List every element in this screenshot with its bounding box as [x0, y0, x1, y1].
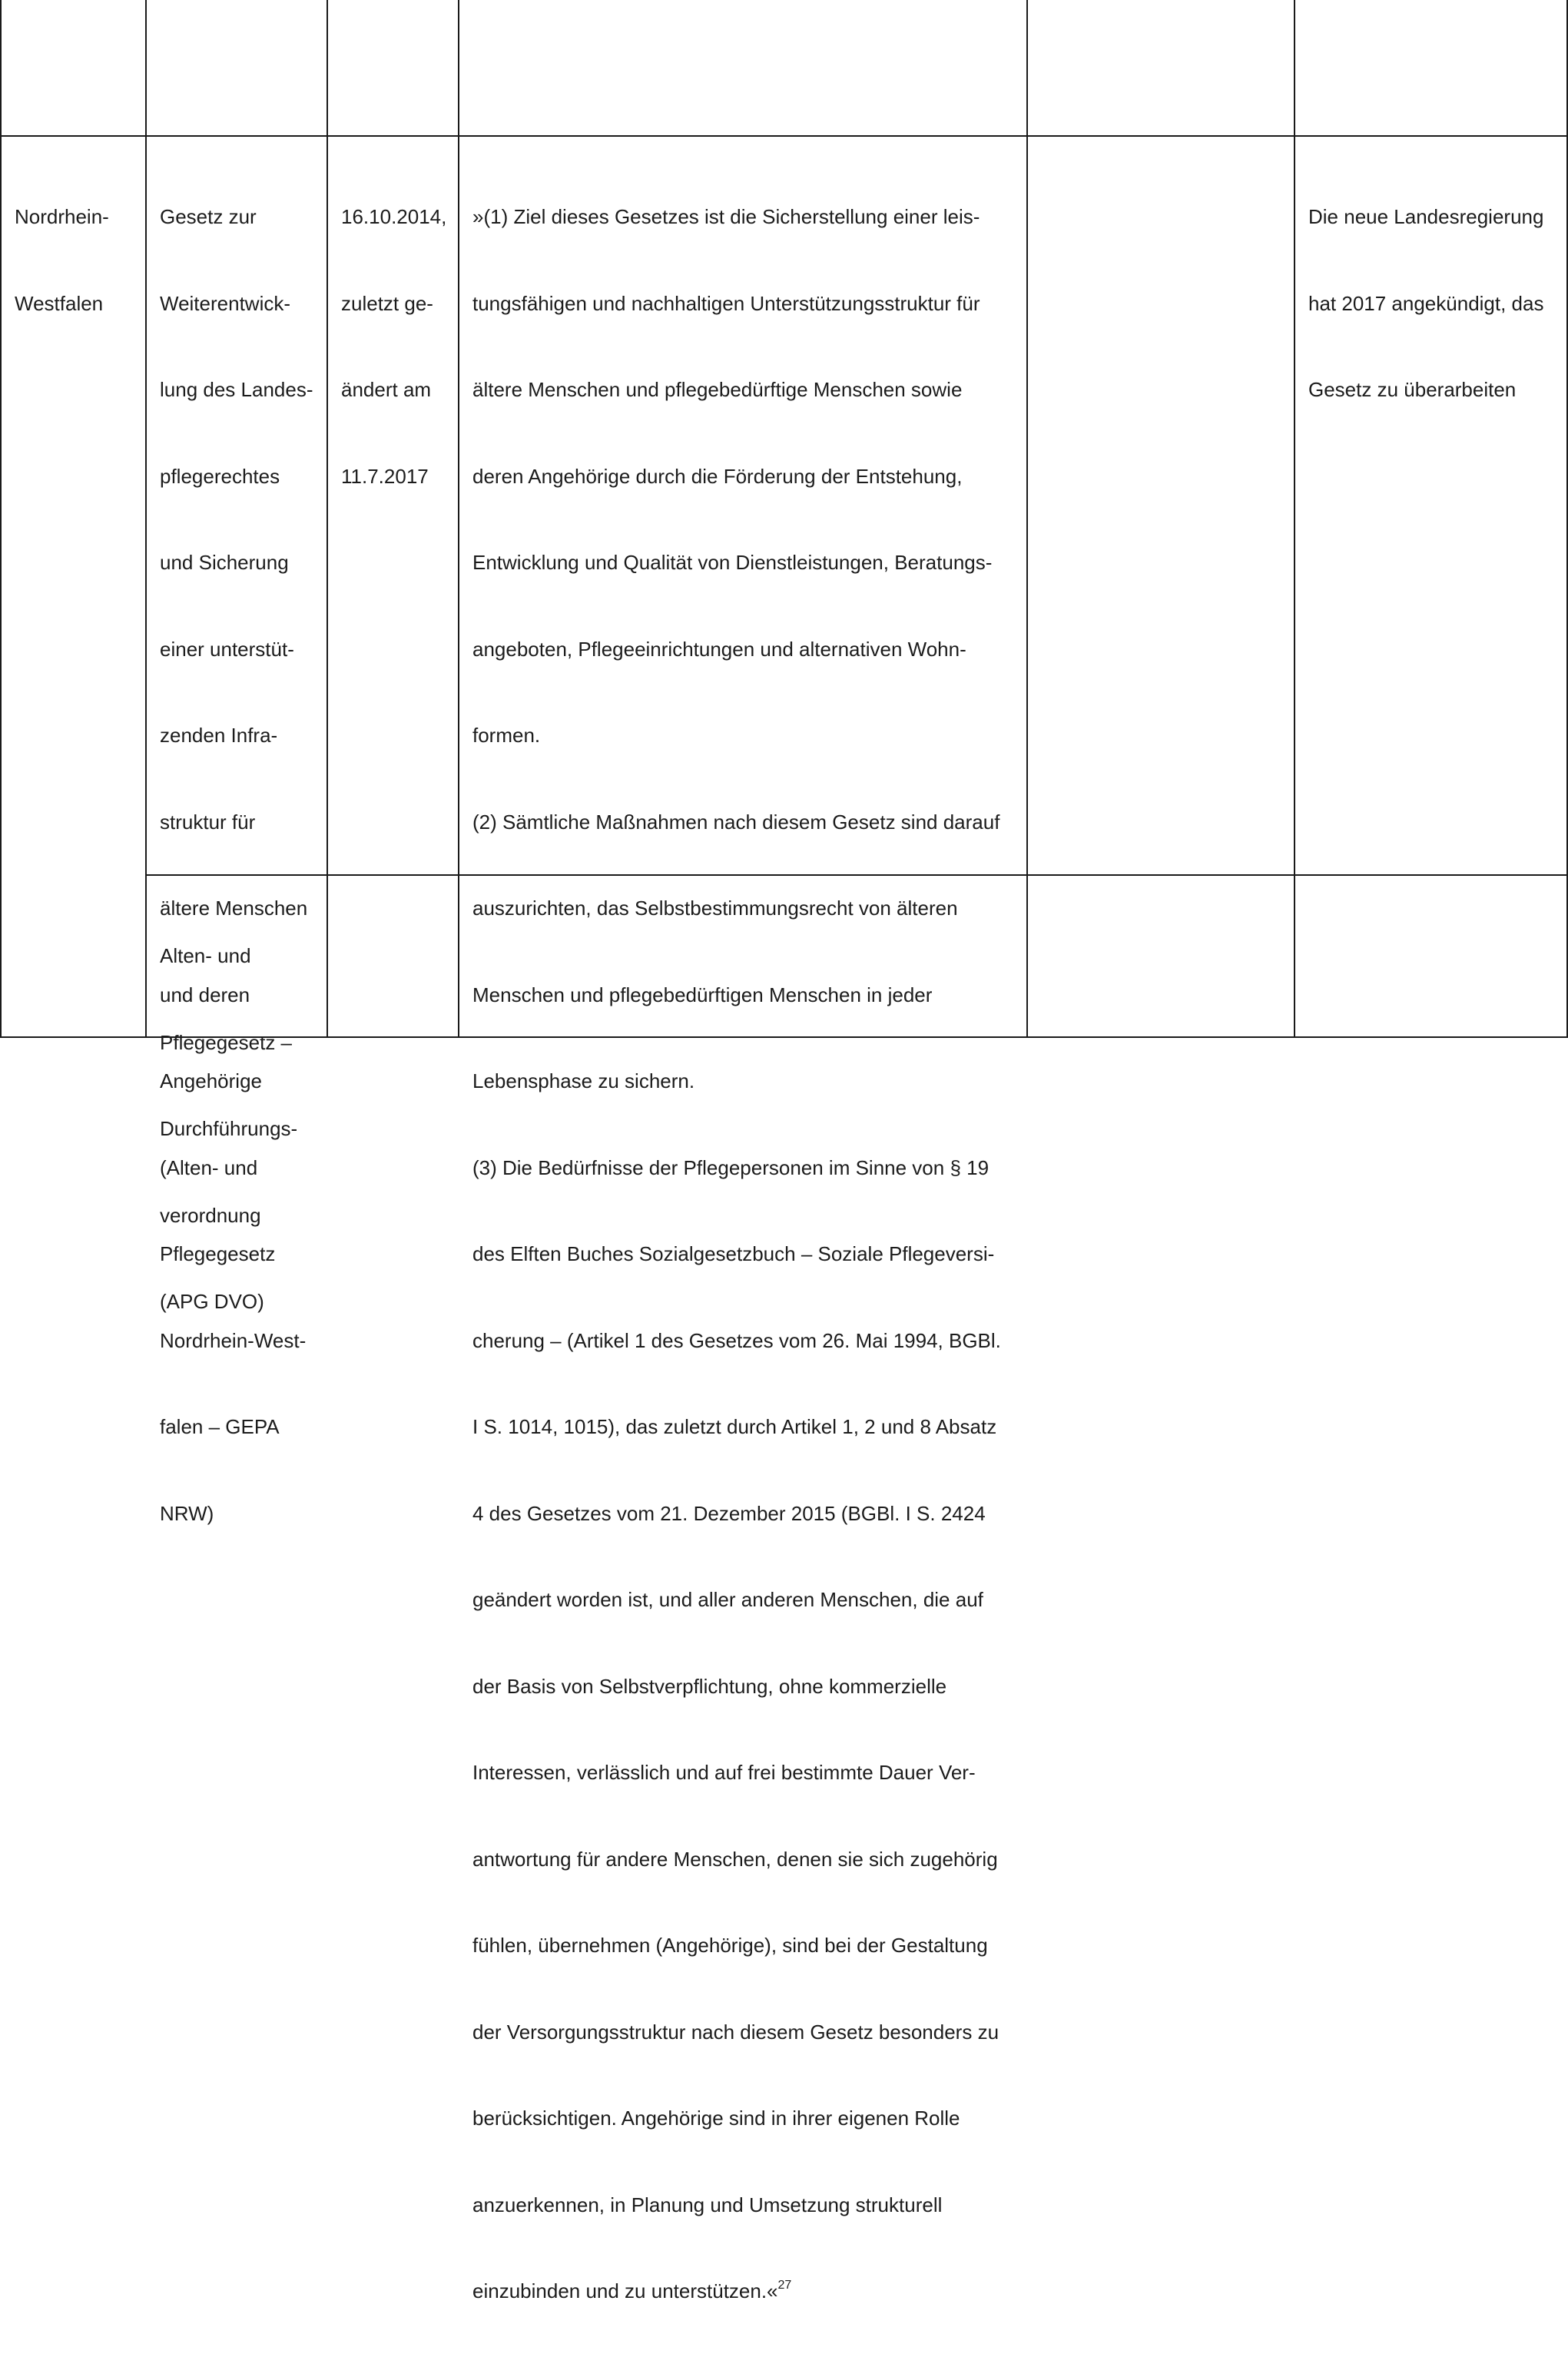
- text-line: Pflegegesetz: [160, 1242, 276, 1265]
- column-rule: [1294, 0, 1295, 1038]
- text-line: Pflegegesetz –: [160, 1030, 293, 1054]
- text-line: Interessen, verlässlich und auf frei bestimmte Dauer Ver-: [472, 1761, 976, 1784]
- text-line: Durchführungs-: [160, 1117, 298, 1140]
- text-line: cherung – (Artikel 1 des Gesetzes vom 26. Mai 1994, BGBl.: [472, 1328, 1001, 1352]
- text-line: anzuerkennen, in Planung und Umsetzung strukturell: [472, 2193, 943, 2216]
- text-line: [472, 2277, 1001, 2309]
- remark-cell: [1308, 145, 1543, 462]
- text-line: falen – GEPA: [160, 1415, 280, 1438]
- text-line: hat 2017 angekündigt, das: [1308, 291, 1544, 315]
- text-line: (Alten- und: [160, 1155, 258, 1179]
- text-line: fühlen, übernehmen (Angehörige), sind bei der Gestaltung: [472, 1934, 988, 1957]
- text-line: Nordrhein-: [15, 205, 109, 228]
- text-line: lung des Landes-: [160, 378, 313, 401]
- text-line: der Versorgungsstruktur nach diesem Gesetz besonders zu: [472, 2020, 999, 2044]
- text-line: NRW): [160, 1501, 214, 1525]
- text-line: ältere Menschen und pflegebedürftige Menschen sowie: [472, 378, 963, 401]
- text-line: auszurichten, das Selbstbestimmungsrecht von älteren: [472, 897, 958, 920]
- text-line: Westfalen: [15, 291, 104, 315]
- text-line: zuletzt ge-: [341, 291, 433, 315]
- text-line: 11.7.2017: [341, 464, 429, 488]
- text-line: »(1) Ziel dieses Gesetzes ist die Sicherstellung einer leis-: [472, 205, 980, 228]
- text-line: zenden Infra-: [160, 724, 278, 747]
- text-line: Lebensphase zu sichern.: [472, 1069, 695, 1092]
- text-line: (3) Die Bedürfnisse der Pflegepersonen im Sinne von § 19: [472, 1155, 990, 1179]
- row-rule: [0, 135, 1568, 137]
- law-title-cell: [160, 884, 297, 1374]
- text-line: einer unterstüt-: [160, 637, 294, 661]
- text-line: Die neue Landesregierung: [1308, 205, 1544, 228]
- text-line: (APG DVO): [160, 1290, 264, 1313]
- text-line: pflegerechtes: [160, 464, 280, 488]
- text-line: ändert am: [341, 378, 432, 401]
- column-rule: [458, 0, 459, 1038]
- column-rule: [0, 0, 2, 1038]
- text-line: Gesetz zur: [160, 205, 257, 228]
- text-line: Alten- und: [160, 944, 251, 967]
- text-line: Gesetz zu überarbeiten: [1308, 378, 1517, 401]
- text-line: berücksichtigen. Angehörige sind in ihrer eigenen Rolle: [472, 2107, 960, 2130]
- text-line: antwortung für andere Menschen, denen sie sich zugehörig: [472, 1847, 998, 1871]
- text-line: deren Angehörige durch die Förderung der Entstehung,: [472, 464, 963, 488]
- text-line-content: einzubinden und zu unterstützen.«: [472, 2279, 778, 2302]
- text-line: Entwicklung und Qualität von Dienstleistungen, Beratungs-: [472, 551, 993, 574]
- text-line: und deren: [160, 983, 250, 1006]
- column-rule: [1026, 0, 1028, 1038]
- text-line: Weiterentwick-: [160, 291, 291, 315]
- date-cell: [341, 145, 446, 549]
- state-cell: [15, 145, 109, 376]
- column-rule: [145, 0, 147, 1038]
- text-line: tungsfähigen und nachhaltigen Unterstützungsstruktur für: [472, 291, 980, 315]
- text-line: verordnung: [160, 1203, 261, 1227]
- text-line: geändert worden ist, und aller anderen Menschen, die auf: [472, 1588, 983, 1611]
- text-line: angeboten, Pflegeeinrichtungen und alternativen Wohn-: [472, 637, 966, 661]
- text-line: des Elften Buches Sozialgesetzbuch – Soziale Pflegeversi-: [472, 1242, 995, 1265]
- text-line: 4 des Gesetzes vom 21. Dezember 2015 (BGBl. I S. 2424: [472, 1501, 986, 1525]
- text-line: struktur für: [160, 810, 256, 834]
- text-line: Menschen und pflegebedürftigen Menschen in jeder: [472, 983, 933, 1006]
- text-line: der Basis von Selbstverpflichtung, ohne kommerzielle: [472, 1674, 947, 1698]
- text-line: Nordrhein-West-: [160, 1328, 307, 1352]
- quote-cell: [472, 145, 1001, 2367]
- text-line: ältere Menschen: [160, 897, 308, 920]
- footnote-reference[interactable]: 27: [777, 2279, 792, 2292]
- column-rule: [327, 0, 328, 1038]
- text-line: und Sicherung: [160, 551, 289, 574]
- text-line: I S. 1014, 1015), das zuletzt durch Artikel 1, 2 und 8 Absatz: [472, 1415, 997, 1438]
- text-line: 16.10.2014,: [341, 205, 447, 228]
- text-line: formen.: [472, 724, 541, 747]
- text-line: (2) Sämtliche Maßnahmen nach diesem Gesetz sind darauf: [472, 810, 1000, 834]
- text-line: Angehörige: [160, 1069, 262, 1092]
